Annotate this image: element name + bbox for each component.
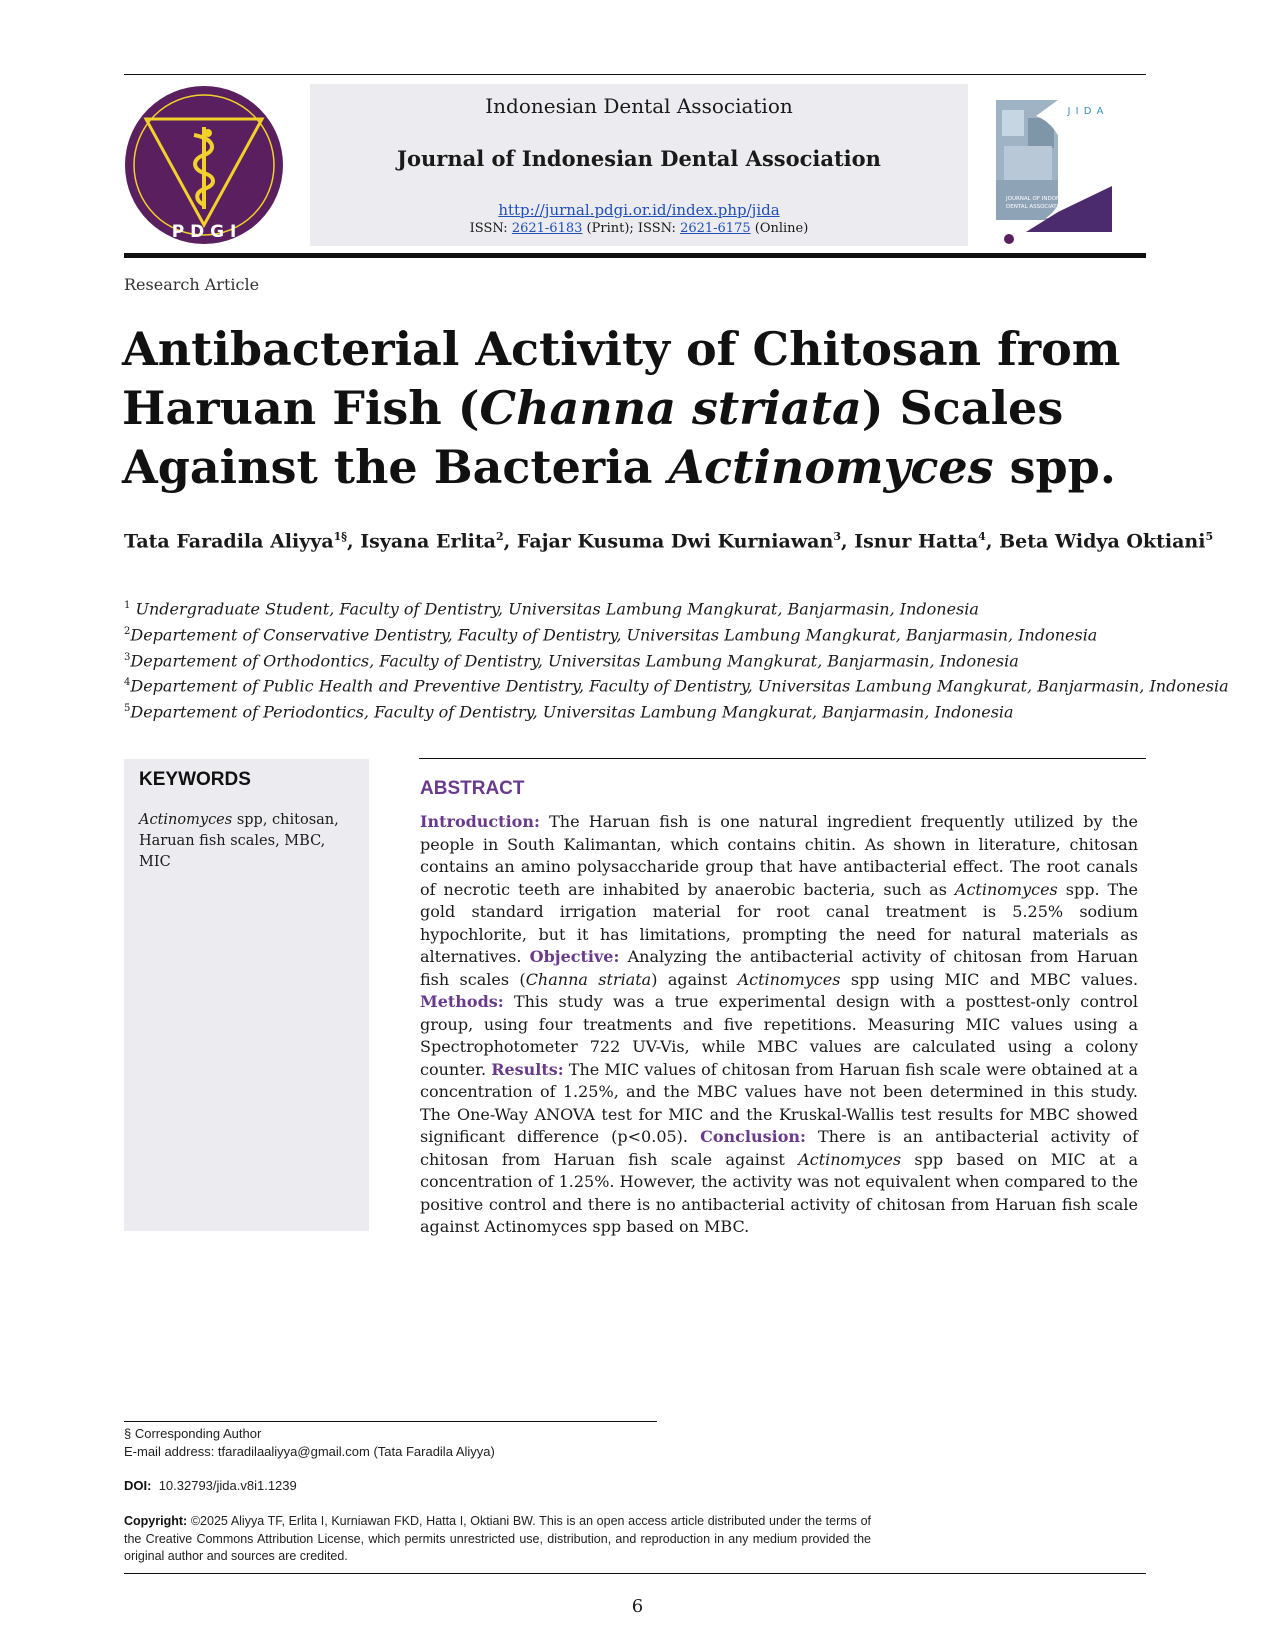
header-bottom-rule bbox=[124, 253, 1146, 258]
keywords-heading: KEYWORDS bbox=[139, 769, 251, 790]
issn-prefix: ISSN: bbox=[469, 221, 508, 236]
affiliation-sup: 4 bbox=[124, 677, 131, 689]
doi-value[interactable]: 10.32793/jida.v8i1.1239 bbox=[158, 1478, 297, 1493]
author-name: Isyana Erlita bbox=[360, 530, 496, 553]
footnote-rule bbox=[124, 1421, 657, 1422]
title-line-3a: Against the Bacteria bbox=[122, 440, 669, 494]
association-name: Indonesian Dental Association bbox=[485, 94, 793, 118]
issn-print-link[interactable]: 2621-6183 bbox=[511, 221, 583, 236]
abstract-text: spp based on MIC at a concentration of 1.25%. However, the activity was not equivalent when compared to the positive control and there is no antibacterial activity of chitosan from Haruan fish scale against Actinomyces spp based on MBC. bbox=[420, 1149, 1138, 1236]
issn-online-suffix: (Online) bbox=[754, 221, 809, 236]
affiliation-text: Undergraduate Student, Faculty of Dentistry, Universitas Lambung Mangkurat, Banjarmasin, Indonesia bbox=[130, 599, 979, 619]
author-sup: 5 bbox=[1205, 530, 1214, 543]
title-species: Channa striata bbox=[479, 381, 862, 435]
issn-online-link[interactable]: 2621-6175 bbox=[680, 221, 751, 236]
affiliation-item bbox=[124, 595, 1264, 621]
affiliation-sup: 3 bbox=[124, 651, 131, 663]
journal-name: Journal of Indonesian Dental Association bbox=[397, 146, 881, 171]
logo-text: P D G I bbox=[171, 222, 237, 242]
abstract-italic: Channa striata bbox=[525, 969, 652, 989]
author-name: Tata Faradila Aliyya bbox=[124, 530, 334, 553]
abstract-text: The MIC values of chitosan from Haruan fish scale were obtained at a concentration of 1.25%, and the MBC values have not been determined in this study. The One-Way ANOVA test for MIC and the Kruskal-Wallis test results for MBC showed significant difference (p<0.05). bbox=[420, 1059, 1139, 1146]
abstract-objective-label: Objective: bbox=[529, 947, 620, 966]
author-sup: 3 bbox=[833, 530, 841, 543]
abstract-methods-label: Methods: bbox=[420, 992, 504, 1011]
abstract-heading: ABSTRACT bbox=[420, 778, 525, 799]
article-title bbox=[122, 320, 1122, 497]
author-list: Tata Faradila Aliyya$^{1\S}$, Isyana Erlita$^2$, Fajar Kusuma Dwi Kurniawan$^3$, Isnur Hatta$^4$, Beta Widya Oktiani$^5$ bbox=[124, 530, 1214, 553]
abstract-text: The Haruan fish is one natural ingredient frequently utilized by the people in South Kalimantan, which contains chitin. As shown in literature, chitosan contains an amino polysaccharide group that have antibacterial effect. The root canals of necrotic teeth are inhabited by anaerobic bacteria, such as bbox=[420, 812, 1138, 899]
abstract-results-label: Results: bbox=[491, 1059, 564, 1079]
pdgi-logo bbox=[124, 85, 284, 245]
affiliation-item bbox=[124, 672, 1264, 698]
abstract-introduction-label: Introduction: bbox=[420, 812, 540, 831]
affiliation-list bbox=[124, 595, 1264, 724]
abstract-italic: Actinomyces bbox=[737, 969, 841, 989]
affiliation-text: Departement of Conservative Dentistry, Faculty of Dentistry, Universitas Lambung Mangkurat, Banjarmasin, Indonesia bbox=[130, 625, 1098, 645]
header-top-rule bbox=[124, 74, 1146, 75]
corresponding-email: E-mail address: tfaradilaaliyya@gmail.com (Tata Faradila Aliyya) bbox=[124, 1444, 495, 1459]
title-line-1: Antibacterial Activity of Chitosan from bbox=[122, 322, 1121, 376]
affiliation-item bbox=[124, 698, 1264, 724]
keywords-panel bbox=[124, 759, 369, 1231]
abstract-conclusion-label: Conclusion: bbox=[700, 1127, 806, 1146]
corresponding-author-note bbox=[124, 1425, 495, 1461]
author-name: Isnur Hatta bbox=[854, 530, 979, 553]
keyword-rest: spp, chitosan, Haruan fish scales, MBC, MIC bbox=[139, 812, 339, 870]
abstract-text: Analyzing the antibacterial activity of chitosan from Haruan fish scales ( bbox=[420, 947, 1139, 989]
author-name: Beta Widya Oktiani bbox=[999, 530, 1206, 553]
title-genus: Actinomyces bbox=[668, 440, 994, 494]
abstract-italic: Actinomyces bbox=[954, 879, 1058, 899]
author-sup: 2 bbox=[495, 530, 504, 543]
article-type: Research Article bbox=[124, 275, 260, 294]
title-line-3b: spp. bbox=[993, 440, 1116, 494]
abstract-text: ) against bbox=[651, 969, 738, 989]
copyright-label: Copyright: bbox=[124, 1514, 188, 1528]
page-number: 6 bbox=[631, 1596, 644, 1617]
keywords-text bbox=[139, 810, 359, 873]
cover-caption-2: DENTAL ASSOCIATION bbox=[1006, 204, 1067, 210]
abstract-text: spp using MIC and MBC values. bbox=[840, 969, 1139, 989]
title-line-2a: Haruan Fish ( bbox=[122, 381, 480, 435]
abstract-italic: Actinomyces bbox=[798, 1149, 902, 1169]
keyword-genus: Actinomyces bbox=[139, 812, 233, 828]
copyright-text: ©2025 Aliyya TF, Erlita I, Kurniawan FKD, Hatta I, Oktiani BW. This is an open access article distributed under the terms of the Creative Commons Attribution License, which permits unrestricted use, distribution, and reproduction in any medium provided the original author and sources are credited. bbox=[124, 1514, 871, 1563]
cover-label: J I D A bbox=[1067, 106, 1105, 117]
cover-caption-1: JOURNAL OF INDONESIAN bbox=[1006, 196, 1077, 202]
issn-print-suffix: (Print); ISSN: bbox=[586, 221, 676, 236]
abstract-text: spp. The gold standard irrigation material for root canal treatment is 5.25% sodium hypochlorite, but it has limitations, prompting the need for natural materials as alternatives. bbox=[420, 879, 1138, 966]
affiliation-sup: 5 bbox=[124, 703, 131, 715]
affiliation-item bbox=[124, 621, 1264, 647]
abstract-text: This study was a true experimental design with a posttest-only control group, using four treatments and five repetitions. Measuring MIC values using a Spectrophotometer 722 UV-Vis, while MBC values are calculated using a colony counter. bbox=[420, 992, 1138, 1079]
journal-cover-image bbox=[996, 100, 1112, 246]
doi-line bbox=[124, 1478, 297, 1493]
affiliation-text: Departement of Periodontics, Faculty of Dentistry, Universitas Lambung Mangkurat, Banjarmasin, Indonesia bbox=[130, 702, 1014, 722]
author-sup: 1§ bbox=[333, 530, 348, 543]
abstract-text: There is an antibacterial activity of chitosan from Haruan fish scale against bbox=[420, 1127, 1138, 1169]
affiliation-sup: 2 bbox=[124, 625, 131, 637]
corresponding-label: § Corresponding Author bbox=[124, 1426, 262, 1441]
copyright-notice bbox=[124, 1513, 871, 1566]
affiliation-sup: 1 bbox=[124, 600, 131, 611]
journal-header bbox=[310, 84, 968, 246]
footer-bottom-rule bbox=[124, 1573, 1146, 1574]
author-sup: 4 bbox=[978, 530, 986, 543]
affiliation-text: Departement of Orthodontics, Faculty of Dentistry, Universitas Lambung Mangkurat, Banjarmasin, Indonesia bbox=[130, 650, 1019, 670]
affiliation-item bbox=[124, 647, 1264, 673]
author-name: Fajar Kusuma Dwi Kurniawan bbox=[516, 530, 834, 553]
abstract-body bbox=[420, 811, 1138, 1239]
journal-url-link[interactable]: http://jurnal.pdgi.or.id/index.php/jida bbox=[498, 201, 780, 219]
doi-label: DOI: bbox=[124, 1478, 152, 1493]
affiliation-text: Departement of Public Health and Preventive Dentistry, Faculty of Dentistry, Universitas Lambung Mangkurat, Banjarmasin, Indonesia bbox=[130, 676, 1229, 696]
abstract-top-rule bbox=[419, 758, 1146, 759]
issn-line bbox=[310, 221, 968, 236]
title-line-2b: ) Scales bbox=[861, 381, 1064, 435]
